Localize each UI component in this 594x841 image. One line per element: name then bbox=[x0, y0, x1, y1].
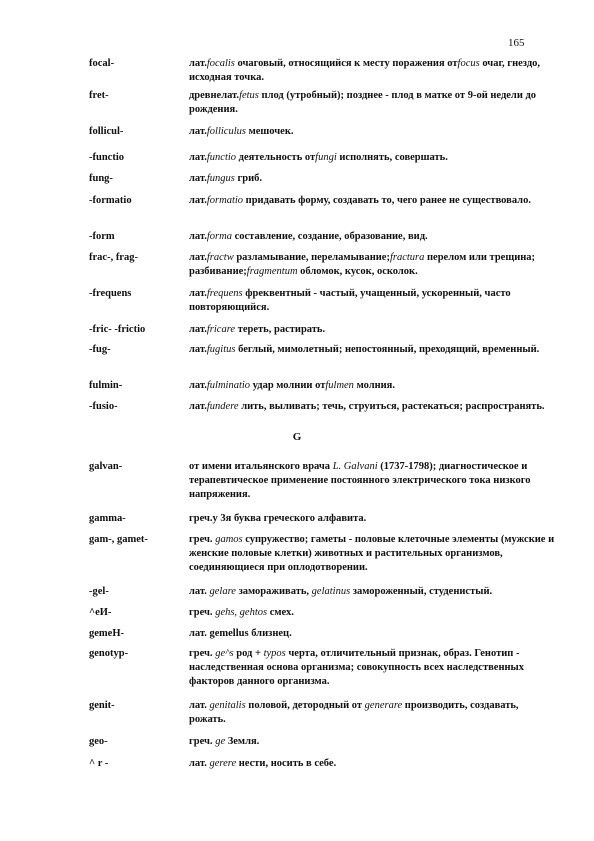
entry-term: -gel- bbox=[89, 586, 109, 597]
entry-term: genotyp- bbox=[89, 648, 129, 659]
definition-italic-word: formatio bbox=[206, 195, 244, 206]
entry-term: galvan- bbox=[89, 461, 123, 472]
entry-term: -functio bbox=[89, 152, 124, 163]
entry-term: follicul- bbox=[89, 126, 124, 137]
entry-definition bbox=[189, 323, 555, 337]
definition-italic-word: fundere bbox=[206, 401, 239, 412]
definition-text: удар молнии от bbox=[250, 380, 326, 391]
entry-definition bbox=[189, 627, 555, 641]
entry-definition bbox=[189, 460, 555, 502]
definition-italic-word: focalis bbox=[206, 58, 235, 69]
definition-text: замораживать, bbox=[235, 586, 312, 597]
entry-definition bbox=[189, 172, 555, 186]
definition-italic-word: fungus bbox=[206, 173, 235, 184]
page-number: 165 bbox=[508, 37, 525, 49]
definition-italic-word: gehs, gehtos bbox=[215, 607, 268, 618]
definition-text: лат. bbox=[189, 700, 210, 711]
entry-term: geo- bbox=[89, 736, 108, 747]
definition-text: смех. bbox=[267, 607, 294, 618]
entry-term: fret- bbox=[89, 90, 109, 101]
definition-italic-word: focus bbox=[457, 58, 480, 69]
definition-text: беглый, мимолетный; непостоянный, преходящий, временный. bbox=[235, 344, 540, 355]
entry-definition bbox=[189, 230, 555, 244]
entry-definition bbox=[189, 151, 555, 165]
definition-text: лат. gemellus близнец. bbox=[189, 628, 292, 639]
definition-text: лат. bbox=[189, 324, 207, 335]
definition-text: греч. bbox=[189, 736, 216, 747]
definition-italic-word: gerere bbox=[209, 758, 237, 769]
definition-text: лат. bbox=[189, 380, 207, 391]
definition-text: лат. bbox=[189, 288, 207, 299]
entry-term: gamma- bbox=[89, 513, 126, 524]
entry-definition bbox=[189, 512, 555, 526]
entry-term: ^ r - bbox=[89, 758, 109, 769]
definition-text: греч. bbox=[189, 534, 216, 545]
definition-italic-word: gelare bbox=[209, 586, 236, 597]
definition-text: лат. bbox=[189, 401, 207, 412]
definition-text: лат. bbox=[189, 758, 210, 769]
entry-definition bbox=[189, 699, 555, 727]
definition-text: производить, создавать, рожать. bbox=[189, 700, 519, 725]
definition-text: мешочек. bbox=[245, 126, 294, 137]
definition-italic-word: fulmen bbox=[325, 380, 354, 391]
entry-definition bbox=[189, 757, 555, 771]
definition-text: молния. bbox=[353, 380, 395, 391]
entry-definition bbox=[189, 400, 555, 414]
section-letter: G bbox=[292, 431, 302, 443]
definition-text: Земля. bbox=[225, 736, 260, 747]
definition-italic-word: ge bbox=[215, 736, 226, 747]
entry-definition bbox=[189, 251, 555, 279]
definition-text: лить, выливать; течь, струиться, растекаться; распространять. bbox=[238, 401, 545, 412]
definition-text: гриб. bbox=[234, 173, 263, 184]
definition-text: лат. bbox=[189, 344, 207, 355]
definition-text: от имени итальянского врача bbox=[189, 461, 333, 472]
definition-text: тереть, растирать. bbox=[235, 324, 326, 335]
definition-text: разламывание, переламывание; bbox=[233, 252, 390, 263]
entry-definition bbox=[189, 379, 555, 393]
entry-term: -form bbox=[89, 231, 115, 242]
entry-term: -fric- -frictio bbox=[89, 324, 146, 335]
definition-text: лат. bbox=[189, 152, 207, 163]
entry-term: genit- bbox=[89, 700, 115, 711]
entry-definition bbox=[189, 125, 555, 139]
definition-text: исполнять, совершать. bbox=[336, 152, 448, 163]
definition-text: составление, создание, образование, вид. bbox=[231, 231, 428, 242]
definition-italic-word: L. Galvani bbox=[332, 461, 378, 472]
definition-italic-word: functio bbox=[206, 152, 237, 163]
definition-text: греч. bbox=[189, 607, 216, 618]
definition-italic-word: fricare bbox=[206, 324, 236, 335]
definition-text: очаг, гнездо, исходная точка. bbox=[189, 58, 541, 83]
definition-italic-word: folliculus bbox=[206, 126, 246, 137]
entry-definition bbox=[189, 606, 555, 620]
entry-term: -formatio bbox=[89, 195, 132, 206]
entry-definition bbox=[189, 343, 555, 357]
definition-text: лат. bbox=[189, 586, 210, 597]
entry-definition bbox=[189, 194, 555, 208]
definition-italic-word: fugitus bbox=[206, 344, 236, 355]
definition-italic-word: typos bbox=[263, 648, 286, 659]
definition-italic-word: forma bbox=[206, 231, 232, 242]
definition-italic-word: frequens bbox=[206, 288, 243, 299]
entry-term: -fug- bbox=[89, 344, 111, 355]
definition-text: очаговый, относящийся к месту поражения от bbox=[234, 58, 458, 69]
definition-italic-word: fractura bbox=[389, 252, 425, 263]
entry-definition bbox=[189, 57, 555, 85]
definition-text: супружество; гаметы - половые клеточные элементы (мужские и женские половые клетки) животных и растительных организмов, соединяющиеся при оплодотворении. bbox=[189, 534, 555, 573]
definition-text: черта, отличительный признак, образ. Генотип - наследственная основа организма; совокупность всех наследственных факторов данного организма. bbox=[189, 648, 525, 687]
entry-term: gemeH- bbox=[89, 628, 124, 639]
entry-term: -fusio- bbox=[89, 401, 118, 412]
definition-italic-word: genitalis bbox=[209, 700, 246, 711]
entry-definition bbox=[189, 533, 555, 575]
entry-definition bbox=[189, 735, 555, 749]
definition-italic-word: fragmentum bbox=[246, 266, 298, 277]
definition-text: лат. bbox=[189, 252, 207, 263]
definition-text: греч.у 3я буква греческого алфавита. bbox=[189, 513, 367, 524]
definition-text: замороженный, студенистый. bbox=[350, 586, 493, 597]
entry-definition bbox=[189, 585, 555, 599]
entry-term: ^еИ- bbox=[89, 607, 112, 618]
definition-text: лат. bbox=[189, 231, 207, 242]
entry-term: focal- bbox=[89, 58, 115, 69]
definition-italic-word: fractw bbox=[206, 252, 234, 263]
definition-italic-word: fetus bbox=[239, 90, 259, 101]
definition-text: род + bbox=[233, 648, 264, 659]
definition-italic-word: generare bbox=[364, 700, 403, 711]
definition-text: греч. bbox=[189, 648, 216, 659]
entry-term: -frequens bbox=[89, 288, 132, 299]
definition-text: деятельность от bbox=[236, 152, 316, 163]
definition-text: придавать форму, создавать то, чего ранее не существовало. bbox=[243, 195, 531, 206]
definition-text: древнелат. bbox=[189, 90, 240, 101]
entry-definition bbox=[189, 287, 555, 315]
entry-term: frac-, frag- bbox=[89, 252, 138, 263]
entry-term: fung- bbox=[89, 173, 113, 184]
definition-text: лат. bbox=[189, 126, 207, 137]
definition-text: фреквентный - частый, учащенный, ускоренный, часто повторяющийся. bbox=[189, 288, 511, 313]
entry-term: fulmin- bbox=[89, 380, 123, 391]
definition-italic-word: fulminatio bbox=[206, 380, 251, 391]
entry-term: gam-, gamet- bbox=[89, 534, 148, 545]
definition-text: перелом или трещина; разбивание; bbox=[189, 252, 536, 277]
definition-italic-word: ge^s bbox=[215, 648, 234, 659]
definition-italic-word: fungi bbox=[315, 152, 337, 163]
definition-text: лат. bbox=[189, 195, 207, 206]
definition-text: лат. bbox=[189, 58, 207, 69]
definition-italic-word: gelatinus bbox=[311, 586, 351, 597]
entry-definition bbox=[189, 647, 555, 689]
definition-text: половой, детородный от bbox=[245, 700, 365, 711]
definition-text: (1737-1798); диагностическое и терапевтическое применение постоянного электрического тока низкого напряжения. bbox=[189, 461, 531, 500]
definition-italic-word: gamos bbox=[215, 534, 243, 545]
definition-text: лат. bbox=[189, 173, 207, 184]
definition-text: обломок, кусок, осколок. bbox=[297, 266, 418, 277]
entry-definition bbox=[189, 89, 555, 117]
definition-text: нести, носить в себе. bbox=[236, 758, 337, 769]
definition-text: плод (утробный); позднее - плод в матке от 9-ой недели до рождения. bbox=[189, 90, 537, 115]
